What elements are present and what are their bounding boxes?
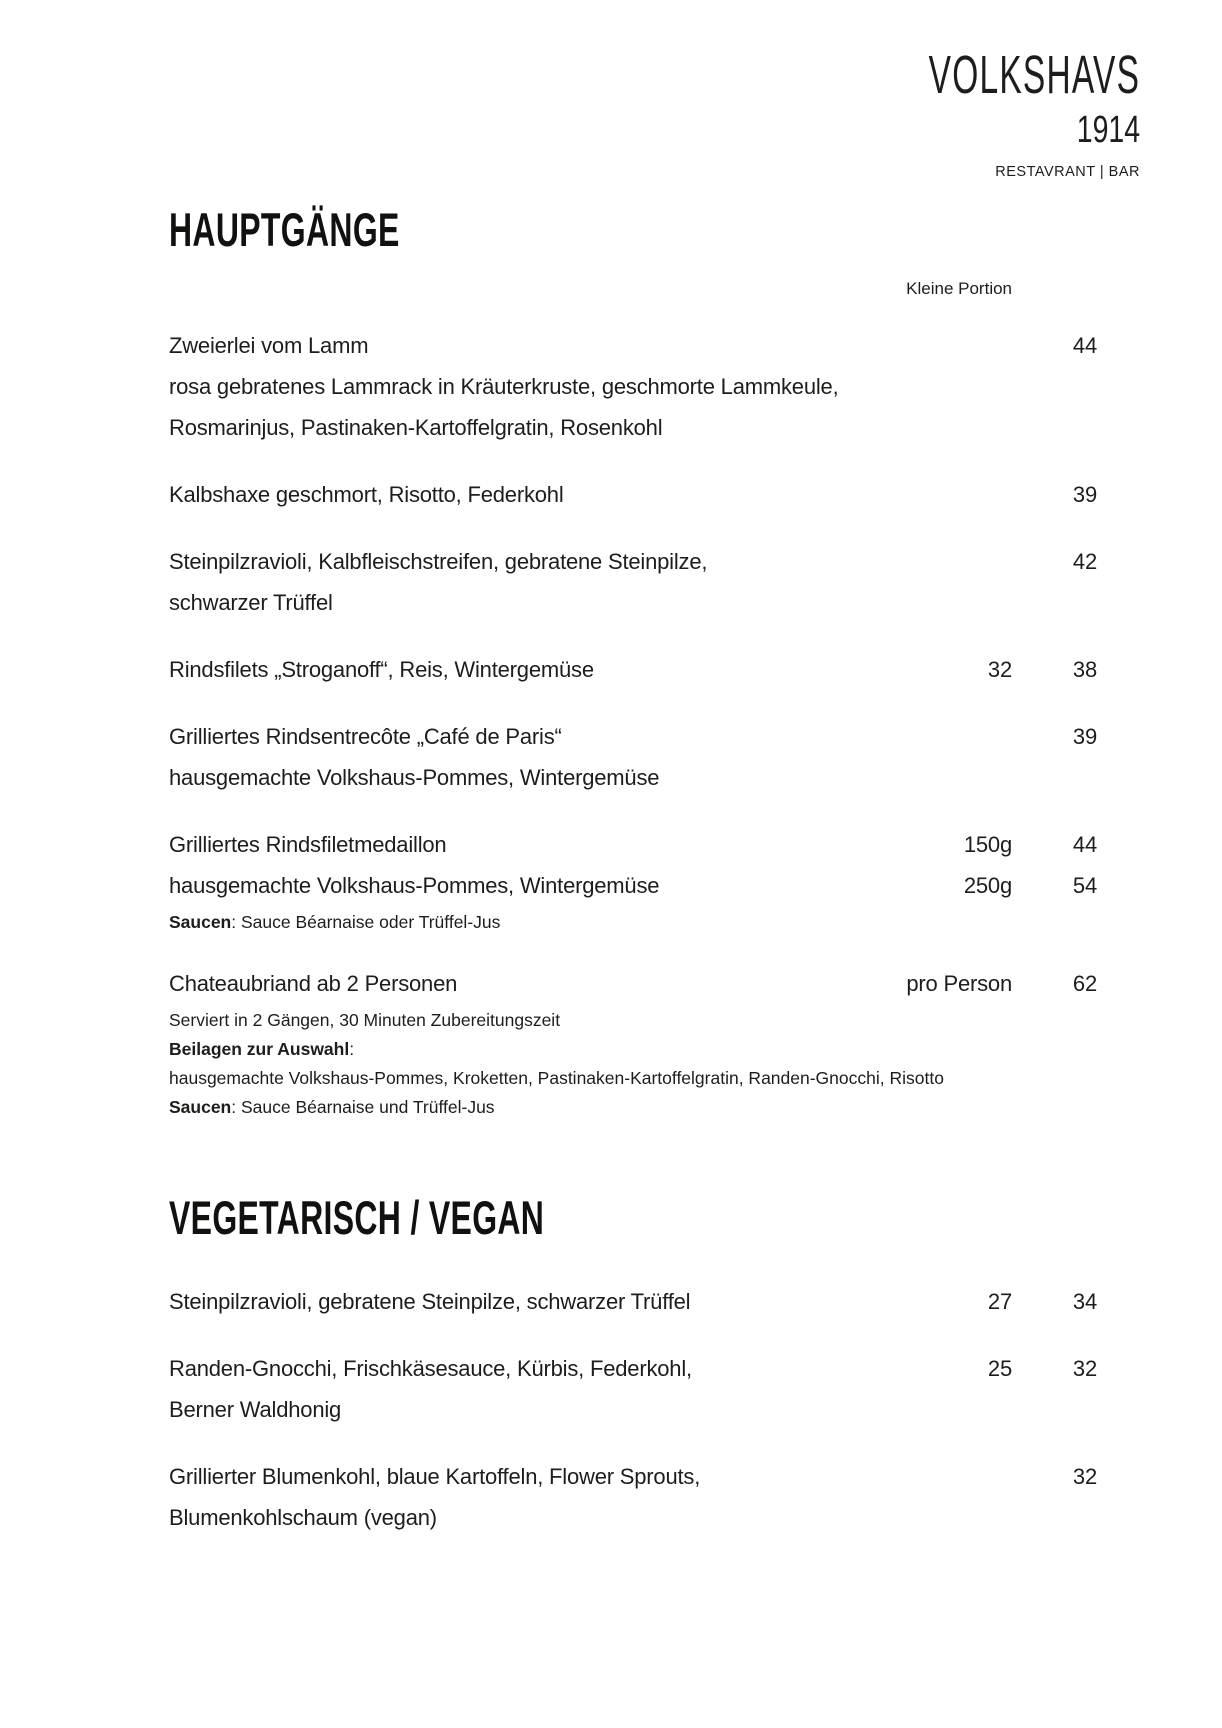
item-text: Kalbshaxe geschmort, Risotto, Federkohl — [169, 482, 564, 507]
menu-item-row — [169, 716, 1097, 757]
item-note — [169, 908, 1097, 937]
item-text: Chateaubriand ab 2 Personen — [169, 971, 458, 996]
item-text: Blumenkohlschaum (vegan) — [169, 1505, 437, 1530]
menu-item — [169, 1456, 1097, 1538]
item-text: Randen-Gnocchi, Frischkäsesauce, Kürbis, Federkohl, — [169, 1356, 692, 1381]
note-text: : — [349, 1039, 355, 1059]
item-text: Steinpilzravioli, gebratene Steinpilze, schwarzer Trüffel — [169, 1289, 691, 1314]
item-price: 34 — [1072, 1289, 1097, 1314]
item-note — [169, 1093, 1097, 1122]
menu-content — [169, 0, 1097, 1538]
item-text: Berner Waldhonig — [169, 1397, 342, 1422]
item-note — [169, 1064, 1097, 1093]
item-price: 39 — [1072, 724, 1097, 749]
item-portion-value: 25 — [987, 1356, 1012, 1381]
item-text: Rosmarinjus, Pastinaken-Kartoffelgratin, Rosenkohl — [169, 415, 663, 440]
menu-item-row — [169, 1497, 1097, 1538]
item-price: 62 — [1072, 971, 1097, 996]
note-label: Beilagen zur Auswahl — [169, 1039, 350, 1059]
item-text: schwarzer Trüffel — [169, 590, 333, 615]
item-text: hausgemachte Volkshaus-Pommes, Wintergemüse — [169, 765, 660, 790]
section-vegetarisch-vegan — [169, 1191, 1097, 1538]
menu-item — [169, 541, 1097, 623]
brand-name: VOLKSHAVS — [928, 45, 1140, 105]
section-title: HAUPTGÄNGE — [169, 203, 400, 256]
menu-item-row — [169, 963, 1097, 1004]
menu-item — [169, 1281, 1097, 1322]
item-text: rosa gebratenes Lammrack in Kräuterkruste, geschmorte Lammkeule, — [169, 374, 839, 399]
menu-item-row — [169, 582, 1097, 623]
menu-item-row — [169, 541, 1097, 582]
item-text: Zweierlei vom Lamm — [169, 333, 369, 358]
item-portion-value: 250g — [963, 873, 1012, 898]
menu-item-row — [169, 865, 1097, 906]
column-header-row — [169, 279, 1097, 299]
menu-item-row — [169, 474, 1097, 515]
menu-item-row — [169, 649, 1097, 690]
item-text: Grilliertes Rindsentrecôte „Café de Paris“ — [169, 724, 562, 749]
item-text: Grillierter Blumenkohl, blaue Kartoffeln, Flower Sprouts, — [169, 1464, 701, 1489]
menu-item-row — [169, 1456, 1097, 1497]
item-price: 44 — [1072, 333, 1097, 358]
item-text: hausgemachte Volkshaus-Pommes, Wintergemüse — [169, 873, 660, 898]
item-price: 32 — [1072, 1356, 1097, 1381]
menu-item-row — [169, 757, 1097, 798]
menu-item — [169, 716, 1097, 798]
menu-item — [169, 1348, 1097, 1430]
menu-item-row — [169, 1389, 1097, 1430]
column-header-kleine-portion: Kleine Portion — [906, 279, 1012, 298]
item-notes — [169, 908, 1097, 937]
menu-item-row — [169, 366, 1097, 407]
section-title: VEGETARISCH / VEGAN — [169, 1191, 545, 1244]
menu-item — [169, 963, 1097, 1122]
column-header-spacer — [1012, 279, 1097, 299]
menu-item-row — [169, 407, 1097, 448]
brand-tagline: RESTAVRANT | BAR — [995, 164, 1140, 180]
item-price: 44 — [1072, 832, 1097, 857]
column-header-spacer — [169, 279, 882, 299]
menu-item — [169, 649, 1097, 690]
menu-item-row — [169, 1281, 1097, 1322]
item-note — [169, 1035, 1097, 1064]
menu-item — [169, 474, 1097, 515]
note-text: : Sauce Béarnaise und Trüffel-Jus — [231, 1097, 495, 1117]
item-price: 42 — [1072, 549, 1097, 574]
menu-item — [169, 325, 1097, 448]
item-notes — [169, 1006, 1097, 1122]
item-portion-value: 32 — [987, 657, 1012, 682]
item-text: Steinpilzravioli, Kalbfleischstreifen, gebratene Steinpilze, — [169, 549, 708, 574]
note-text: hausgemachte Volkshaus-Pommes, Kroketten, Pastinaken-Kartoffelgratin, Randen-Gnocchi, Risotto — [169, 1068, 944, 1088]
brand-year: 1914 — [1076, 109, 1140, 151]
item-text: Rindsfilets „Stroganoff“, Reis, Wintergemüse — [169, 657, 594, 682]
menu-item — [169, 824, 1097, 937]
item-portion-value: 27 — [987, 1289, 1012, 1314]
note-text: Serviert in 2 Gängen, 30 Minuten Zubereitungszeit — [169, 1010, 561, 1030]
section-hauptgaenge — [169, 0, 1097, 1122]
item-note — [169, 1006, 1097, 1035]
menu-item-row — [169, 325, 1097, 366]
item-text: Grilliertes Rindsfiletmedaillon — [169, 832, 447, 857]
item-price: 32 — [1072, 1464, 1097, 1489]
item-price: 38 — [1072, 657, 1097, 682]
menu-item-row — [169, 824, 1097, 865]
menu-item-row — [169, 1348, 1097, 1389]
note-label: Saucen — [169, 1097, 232, 1117]
item-price: 39 — [1072, 482, 1097, 507]
item-portion-value: 150g — [963, 832, 1012, 857]
item-portion-value: pro Person — [906, 971, 1012, 996]
note-text: : Sauce Béarnaise oder Trüffel-Jus — [231, 912, 501, 932]
item-price: 54 — [1072, 873, 1097, 898]
note-label: Saucen — [169, 912, 232, 932]
